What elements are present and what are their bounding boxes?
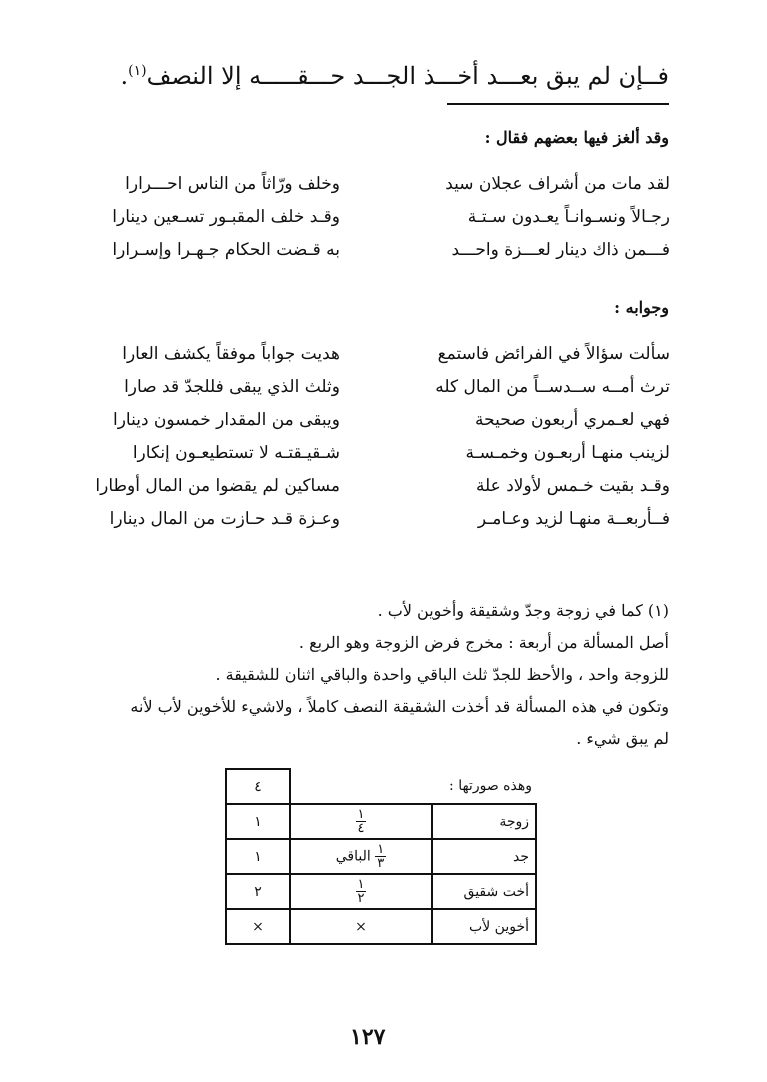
verse-row (90, 377, 670, 407)
verse-row (90, 476, 670, 506)
inheritance-table (225, 768, 537, 945)
verse-second-half: هديت جواباً موفقاً يكشف العارا (122, 344, 340, 364)
verse-row (90, 240, 670, 270)
verse-first-half: سألت سؤالاً في الفرائض فاستمع (437, 344, 670, 364)
verse-second-half: مساكين لم يقضوا من المال أوطارا (95, 476, 340, 496)
count-cell: × (226, 909, 290, 944)
count-cell: ٢ (226, 874, 290, 909)
header-text: فــإن لم يبق بعـــد أخـــذ الجـــد حـــقـــــه إلا النصف (146, 62, 669, 90)
footnote-line: للزوجة واحد ، والأحظ للجدّ ثلث الباقي واحدة والباقي اثنان للشقيقة . (215, 665, 669, 684)
table-row (226, 909, 536, 944)
fraction-numerator: ١ (377, 842, 385, 857)
verse-row (90, 344, 670, 374)
heir-cell: أخت شقيق (432, 874, 536, 909)
verse-second-half: به قـضت الحكام جـهـرا وإسـرارا (112, 240, 340, 260)
fraction (375, 843, 386, 870)
verse-first-half: فــأربعــة منهـا لزيد وعـامـر (477, 509, 670, 529)
heir-cell: أخوين لأب (432, 909, 536, 944)
table-row (226, 874, 536, 909)
verse-first-half: رجـالاً ونسـوانـاً يعـدون سـتـة (467, 207, 670, 227)
verse-second-half: وثلث الذي يبقى فللجدّ قد صارا (124, 377, 340, 397)
verse-second-half: وعـزة قـد حـازت من المال دينارا (109, 509, 340, 529)
verse-second-half: ويبقى من المقدار خمسون دينارا (112, 410, 340, 430)
verse-first-half: فهي لعـمري أربعون صحيحة (475, 410, 670, 430)
verse-row (90, 410, 670, 440)
share-cell (290, 804, 432, 839)
footnote-line: (١) كما في زوجة وجدّ وشقيقة وأخوين لأب . (377, 601, 669, 620)
verse-second-half: وقـد خلف المقبـور تسـعين دينارا (112, 207, 340, 227)
share-cell (290, 839, 432, 874)
footnote-line: وتكون في هذه المسألة قد أخذت الشقيقة النصف كاملاً ، ولاشيء للأخوين لأب لأنه (130, 697, 669, 716)
page-number: ١٢٧ (350, 1024, 386, 1050)
header-line: فــإن لم يبق بعـــد أخـــذ الجـــد حـــقـــــه إلا النصف$^{(١)}$. (120, 62, 669, 90)
heir-cell: زوجة (432, 804, 536, 839)
footnote-marker: (١) (128, 63, 147, 79)
verse-second-half: وخلف ورّاثاً من الناس احـــرارا (125, 174, 340, 194)
count-cell: ١ (226, 839, 290, 874)
verse-first-half: لزينب منهـا أربعـون وخمـسـة (465, 443, 670, 463)
verse-first-half: لقد مات من أشراف عجلان سيد (445, 174, 670, 194)
footnote-block (69, 595, 669, 755)
verse-second-half: شـقيـقتـه لا تستطيعـون إنكارا (132, 443, 340, 463)
fraction-numerator: ١ (357, 807, 365, 822)
share-cell (290, 874, 432, 909)
fraction-denominator: ٢ (357, 891, 365, 906)
table-row (226, 839, 536, 874)
verse-row (90, 443, 670, 473)
answer-heading: وجوابه : (614, 298, 669, 317)
verse-row (90, 207, 670, 237)
table-caption: وهذه صورتها : (449, 778, 532, 794)
footnote-line: لم يبق شيء . (576, 729, 669, 748)
fraction (356, 878, 367, 905)
fraction-denominator: ٤ (357, 821, 365, 836)
heir-cell: جد (432, 839, 536, 874)
fraction (356, 808, 367, 835)
share-cell: × (290, 909, 432, 944)
verse-first-half: ترث أمــه ســدســاً من المال كله (435, 377, 670, 397)
footnote-line: أصل المسألة من أربعة : مخرج فرض الزوجة وهو الربع . (298, 633, 669, 652)
header-rule (447, 103, 669, 105)
share-note: الباقي (335, 848, 371, 865)
count-cell: ١ (226, 804, 290, 839)
verse-row (90, 174, 670, 204)
verse-first-half: وقـد بقيت خـمس لأولاد علة (475, 476, 670, 496)
fraction-denominator: ٣ (377, 856, 385, 871)
intro-heading: وقد ألغز فيها بعضهم فقال : (484, 128, 669, 147)
table-base-cell: ٤ (226, 769, 290, 804)
fraction-numerator: ١ (357, 877, 365, 892)
verse-row (90, 509, 670, 539)
table-row (226, 804, 536, 839)
table-header-row (226, 769, 536, 804)
verse-first-half: فـــمن ذاك دينار لعـــزة واحـــد (451, 240, 670, 260)
